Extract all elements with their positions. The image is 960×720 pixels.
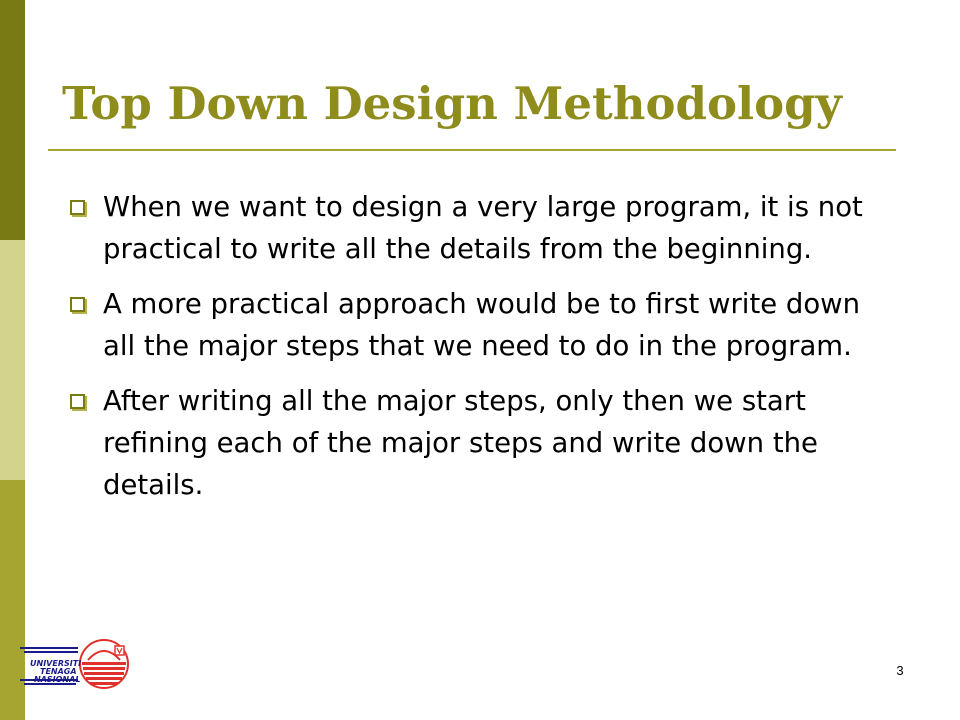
bullet-text: After writing all the major steps, only then we start refining each of the major steps and write down the details.: [103, 385, 818, 501]
square-bullet-icon: [70, 297, 85, 312]
bullet-list: [70, 186, 880, 519]
bullet-item: [70, 380, 880, 506]
bullet-text: A more practical approach would be to first write down all the major steps that we need to do in the program.: [103, 288, 861, 362]
side-bar-top: [0, 0, 25, 240]
logo-text-line1: UNIVERSITI: [30, 659, 82, 668]
slide-title: Top Down Design Methodology: [62, 77, 842, 130]
title-divider: [48, 149, 896, 151]
bullet-item: [70, 283, 880, 367]
page-number: 3: [896, 663, 904, 678]
bullet-text: When we want to design a very large program, it is not practical to write all the details from the beginning.: [103, 191, 863, 265]
logo-text-line2: TENAGA: [40, 667, 77, 676]
university-logo: [18, 636, 130, 692]
square-bullet-icon: [70, 200, 85, 215]
square-bullet-icon: [70, 394, 85, 409]
logo-text-line3: NASIONAL: [34, 675, 81, 684]
side-bar-middle: [0, 240, 25, 480]
bullet-item: [70, 186, 880, 270]
